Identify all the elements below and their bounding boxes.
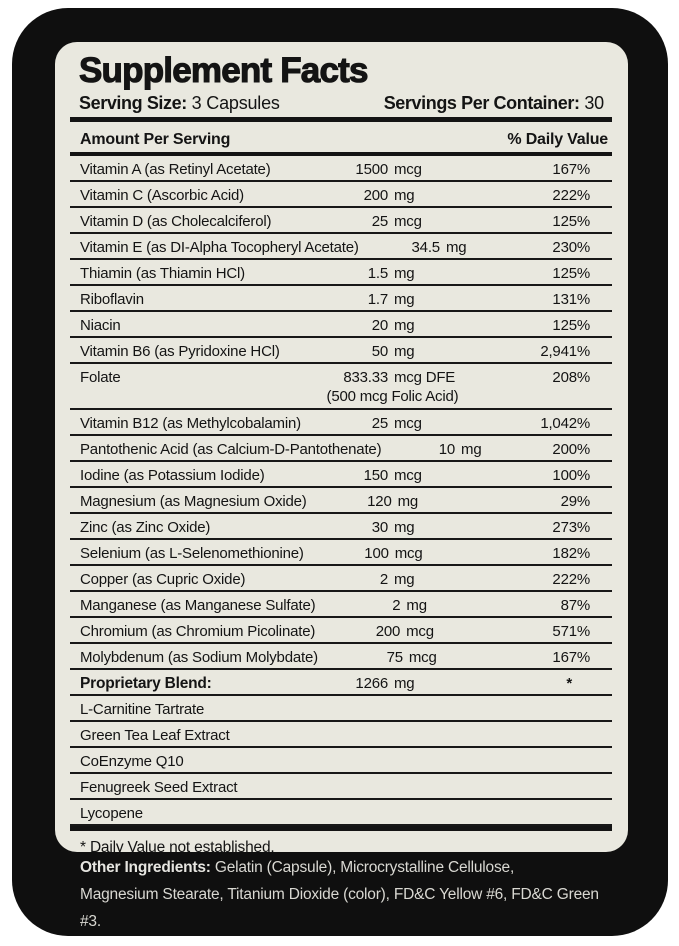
serving-info-row [79,93,604,114]
nutrient-name: Green Tea Leaf Extract [80,727,230,744]
table-row [70,514,612,540]
amount-unit: mcg DFE [394,369,456,386]
amount-unit: mcg [406,623,434,640]
table-row [70,364,612,410]
table-row [70,696,612,722]
amount-value: 1266 [355,675,388,692]
daily-value: 182% [552,545,590,562]
table-row [70,722,612,748]
amount-value: 200 [375,623,401,640]
nutrient-name: Selenium (as L-Selenomethionine) [80,545,304,562]
daily-value: 222% [552,571,590,588]
daily-value: 29% [560,493,590,510]
nutrient-name: Lycopene [80,805,143,822]
daily-value: 2,941% [540,343,590,360]
table-row [70,286,612,312]
amount-unit: mg [394,675,415,692]
serving-size-label: Serving Size: [79,93,187,113]
amount-unit: mcg [394,161,422,178]
column-header-amount: Amount Per Serving [80,131,231,148]
amount-unit: mcg [394,213,422,230]
facts-table-body [70,156,612,831]
nutrient-name: CoEnzyme Q10 [80,753,184,770]
table-row [70,774,612,800]
amount-unit: mg [445,239,467,256]
daily-value: 125% [552,317,590,334]
nutrient-name: Fenugreek Seed Extract [80,779,238,796]
amount-unit: mg [394,291,415,308]
servings-per-container-label: Servings Per Container: [383,93,580,113]
amount-value: 833.33 [343,369,388,386]
nutrient-name: L-Carnitine Tartrate [80,701,205,718]
amount-unit: mg [397,493,419,510]
amount-value: 20 [371,317,388,334]
supplement-facts-panel [55,42,628,856]
nutrient-name: Magnesium (as Magnesium Oxide) [80,493,307,510]
nutrient-name: Vitamin A (as Retinyl Acetate) [80,161,271,178]
amount-value: 1500 [355,161,388,178]
serving-size-value: 3 Capsules [191,93,280,113]
table-row [70,156,612,182]
nutrient-name: Vitamin D (as Cholecalciferol) [80,213,272,230]
nutrient-name: Vitamin E (as DI-Alpha Tocopheryl Acetate) [80,239,359,256]
nutrient-name: Pantothenic Acid (as Calcium-D-Pantothenate) [80,441,382,458]
nutrient-name: Niacin [80,317,121,334]
amount-unit: mg [394,343,415,360]
daily-value: 131% [552,291,590,308]
table-row [70,410,612,436]
amount-value: 10 [438,441,456,458]
nutrient-name: Zinc (as Zinc Oxide) [80,519,211,536]
table-row [70,182,612,208]
daily-value: 571% [552,623,590,640]
amount-unit: mg [461,441,482,458]
daily-value: 87% [560,597,590,614]
table-row [70,800,612,826]
amount-subline: (500 mcg Folic Acid) [326,388,459,405]
nutrient-name: Folate [80,369,121,386]
amount-unit: mg [394,317,415,334]
daily-value-footnote: * Daily Value not established. [80,839,275,856]
nutrient-name: Iodine (as Potassium Iodide) [80,467,265,484]
table-row [70,644,612,670]
daily-value: 167% [552,649,590,666]
table-row [70,462,612,488]
amount-value: 1.5 [367,265,388,282]
amount-value: 150 [363,467,388,484]
amount-value: 200 [363,187,388,204]
amount-unit: mg [406,597,427,614]
nutrient-name: Manganese (as Manganese Sulfate) [80,597,316,614]
panel-title: Supplement Facts [79,51,368,90]
daily-value: 230% [552,239,590,256]
amount-value: 1.7 [367,291,388,308]
other-ingredients-label: Other Ingredients: [80,859,211,876]
amount-unit: mcg [394,467,422,484]
other-ingredients [80,854,616,935]
amount-unit: mcg [394,415,422,432]
other-ingredients-line2: Magnesium Stearate, Titanium Dioxide (color), FD&C Yellow #6, FD&C Green #3. [80,886,599,930]
amount-unit: mg [394,187,415,204]
product-label-card [12,8,668,936]
daily-value: 200% [552,441,590,458]
nutrient-name: Riboflavin [80,291,144,308]
nutrient-name: Chromium (as Chromium Picolinate) [80,623,316,640]
other-ingredients-line1: Gelatin (Capsule), Microcrystalline Cellulose, [214,859,515,876]
table-row [70,488,612,514]
amount-unit: mg [394,265,415,282]
table-row [70,312,612,338]
nutrient-name: Vitamin B12 (as Methylcobalamin) [80,415,301,432]
table-row [70,618,612,644]
amount-value: 75 [386,649,403,666]
daily-value: * [566,675,572,692]
nutrient-name: Vitamin C (Ascorbic Acid) [80,187,244,204]
servings-per-container [384,93,604,114]
table-row [70,566,612,592]
daily-value: 273% [552,519,590,536]
table-row [70,748,612,774]
nutrient-name: Copper (as Cupric Oxide) [80,571,246,588]
nutrient-name: Proprietary Blend: [80,675,212,692]
daily-value: 222% [552,187,590,204]
daily-value: 100% [552,467,590,484]
table-row [70,670,612,696]
servings-per-container-value: 30 [584,93,604,113]
daily-value: 125% [552,213,590,230]
amount-value: 50 [371,343,388,360]
column-header-row [70,122,612,156]
amount-value: 2 [379,571,388,588]
table-row [70,260,612,286]
amount-unit: mcg [408,649,437,666]
amount-unit: mg [394,571,415,588]
amount-unit: mg [394,519,415,536]
amount-value: 25 [371,213,388,230]
table-row [70,540,612,566]
column-header-daily-value: % Daily Value [507,131,608,148]
table-row [70,436,612,462]
daily-value: 125% [552,265,590,282]
serving-size [79,93,280,114]
nutrient-name: Vitamin B6 (as Pyridoxine HCl) [80,343,280,360]
amount-value: 120 [367,493,392,510]
amount-value: 30 [371,519,388,536]
daily-value: 208% [552,369,590,386]
daily-value: 167% [552,161,590,178]
amount-value: 34.5 [411,239,440,256]
table-row [70,208,612,234]
nutrient-name: Thiamin (as Thiamin HCl) [80,265,245,282]
amount-value: 2 [392,597,401,614]
nutrient-name: Molybdenum (as Sodium Molybdate) [80,649,318,666]
daily-value: 1,042% [540,415,590,432]
table-row [70,234,612,260]
table-row [70,338,612,364]
amount-value: 100 [364,545,389,562]
table-row [70,592,612,618]
amount-value: 25 [371,415,388,432]
amount-unit: mcg [394,545,423,562]
